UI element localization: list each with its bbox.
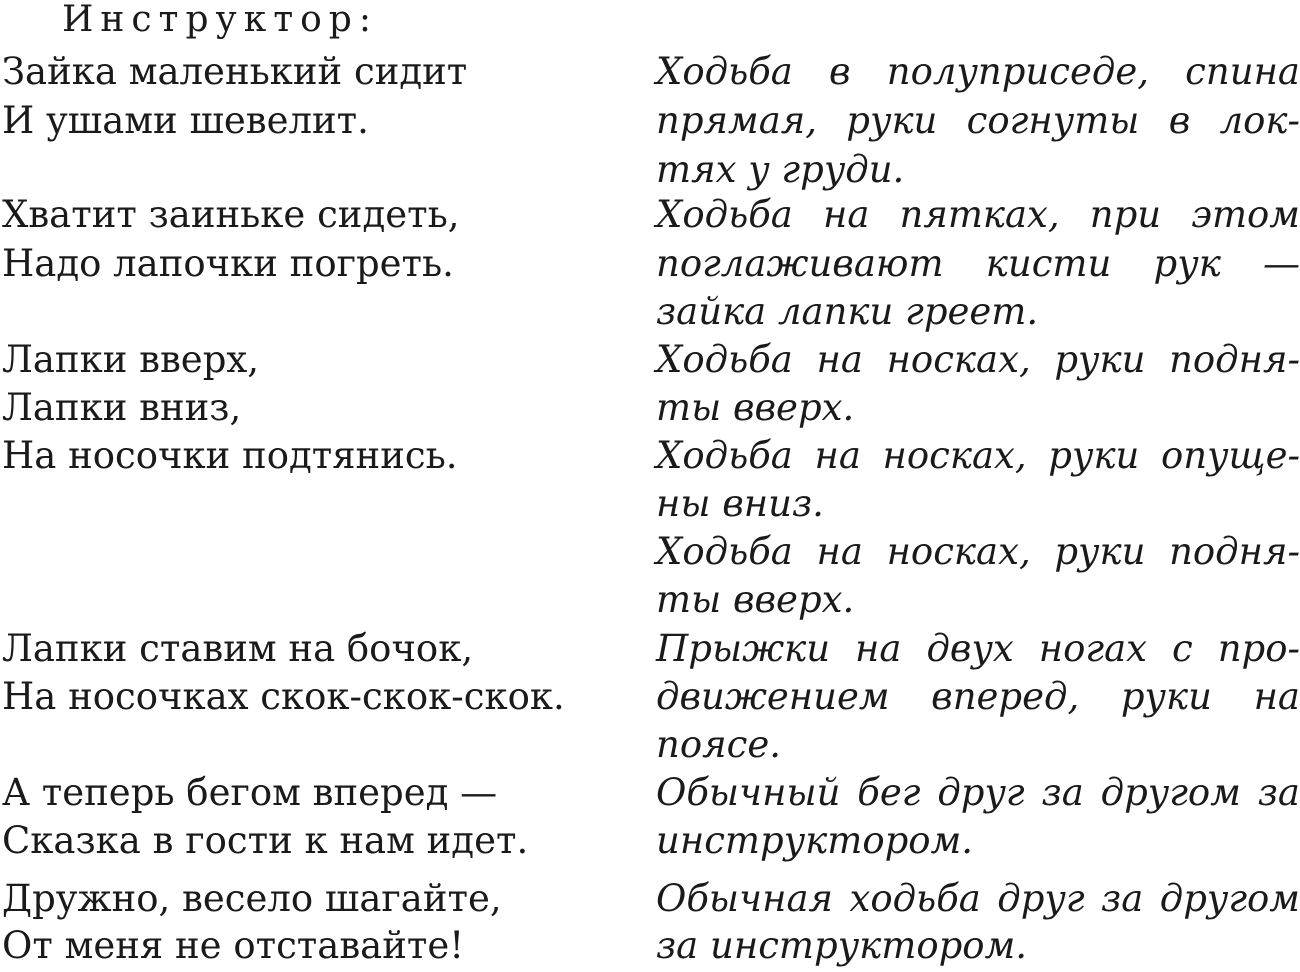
instruction-line: Ходьба на носках, руки подня- xyxy=(656,338,1300,381)
verse-line: И ушами шевелит. xyxy=(2,99,369,142)
verse-line: Дружно, весело шагайте, xyxy=(2,877,502,920)
verse-line: А теперь бегом вперед — xyxy=(2,771,498,814)
instruction-line: ты вверх. xyxy=(656,386,855,429)
verse-line: Сказка в гости к нам идет. xyxy=(2,819,529,862)
verse-line: На носочках скок-скок-скок. xyxy=(2,675,565,718)
instruction-line: Прыжки на двух ногах с про- xyxy=(656,627,1300,670)
instruction-line: поясе. xyxy=(656,723,781,766)
instruction-line: движением вперед, руки на xyxy=(656,675,1300,718)
instruction-line: Обычная ходьба друг за другом xyxy=(656,877,1300,920)
instruction-line: ты вверх. xyxy=(656,578,855,621)
verse-line: Лапки ставим на бочок, xyxy=(2,627,474,670)
verse-line: Лапки вверх, xyxy=(2,338,260,381)
instruction-line: Ходьба на носках, руки подня- xyxy=(656,530,1300,573)
verse-line: Хватит заиньке сидеть, xyxy=(2,193,460,236)
verse-line: Лапки вниз, xyxy=(2,386,242,429)
instruction-line: поглаживают кисти рук — xyxy=(656,242,1300,285)
verse-line: Надо лапочки погреть. xyxy=(2,242,454,285)
instruction-line: тях у груди. xyxy=(656,148,905,191)
instruction-line: инструктором. xyxy=(656,819,974,862)
instruction-line: прямая, руки согнуты в лок- xyxy=(656,99,1300,142)
verse-line: От меня не отставайте! xyxy=(2,924,465,967)
instruction-line: Обычный бег друг за другом за xyxy=(656,771,1300,814)
instruction-line: ны вниз. xyxy=(656,482,824,525)
instruction-line: Ходьба в полуприседе, спина xyxy=(656,50,1300,93)
verse-line: На носочки подтянись. xyxy=(2,434,458,477)
instruction-line: Ходьба на носках, руки опуще- xyxy=(656,434,1300,477)
verse-line: Зайка маленький сидит xyxy=(2,50,468,93)
speaker-heading: Инструктор: xyxy=(62,0,378,40)
instruction-line: за инструктором. xyxy=(656,924,1028,967)
instruction-line: зайка лапки греет. xyxy=(656,290,1039,333)
instruction-line: Ходьба на пятках, при этом xyxy=(656,193,1300,236)
